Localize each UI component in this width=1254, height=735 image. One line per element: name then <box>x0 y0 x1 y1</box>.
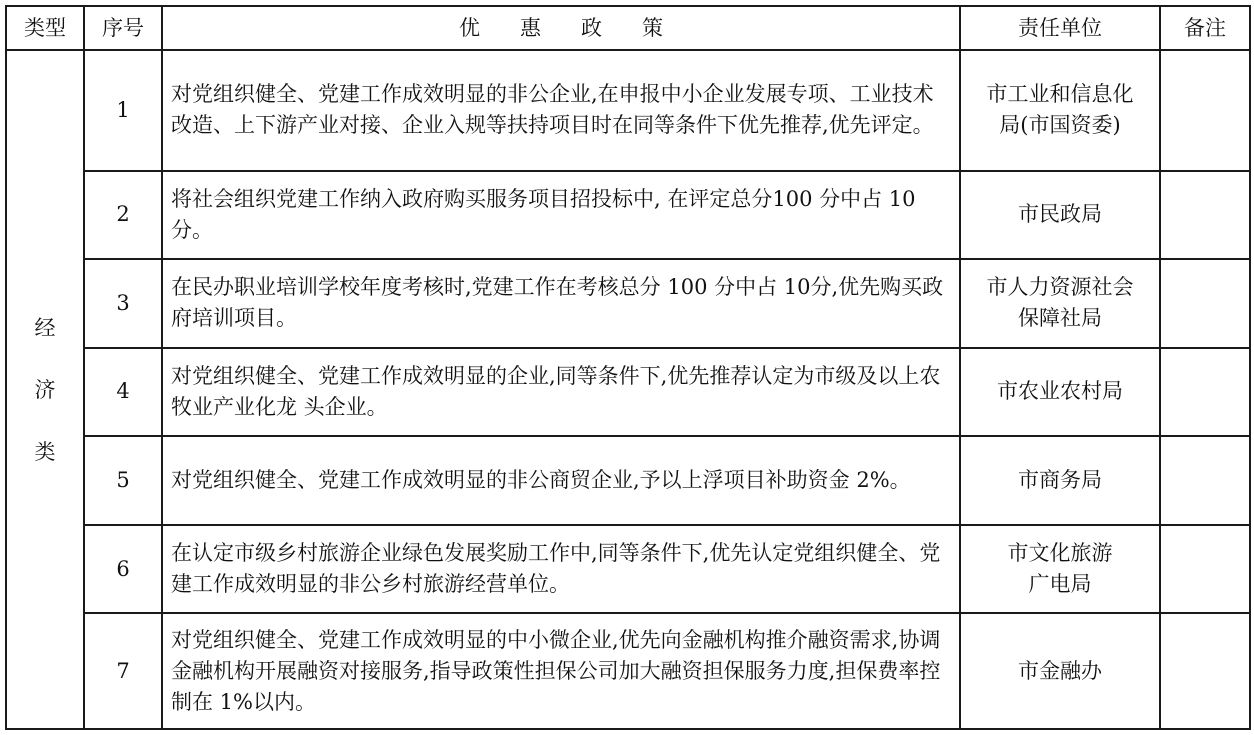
row-number: 5 <box>84 436 162 525</box>
remark-cell <box>1160 259 1250 348</box>
remark-cell <box>1160 50 1250 171</box>
row-number: 2 <box>84 171 162 260</box>
policy-text: 对党组织健全、党建工作成效明显的中小微企业,优先向金融机构推介融资需求,协调金融机构开展融资对接服务,指导政策性担保公司加大融资担保服务力度,担保费率控制在 1%以内。 <box>162 613 960 729</box>
row-number: 6 <box>84 525 162 614</box>
category-char: 济 <box>34 377 56 402</box>
department-line: 市农业农村局 <box>997 379 1123 404</box>
department-line: 市商务局 <box>1018 468 1102 492</box>
department-cell <box>960 436 1160 525</box>
department-line: 市人力资源社会 <box>986 275 1134 300</box>
header-category: 类型 <box>6 6 84 50</box>
department-cell <box>960 171 1160 260</box>
row-number: 3 <box>84 259 162 348</box>
policy-text: 对党组织健全、党建工作成效明显的非公商贸企业,予以上浮项目补助资金 2%。 <box>162 436 960 525</box>
category-char: 经 <box>34 315 56 340</box>
department-cell <box>960 259 1160 348</box>
row-number: 1 <box>84 50 162 171</box>
row-number: 4 <box>84 348 162 437</box>
department-line: 市民政局 <box>1018 202 1102 227</box>
table-row <box>6 259 1250 348</box>
remark-cell <box>1160 525 1250 614</box>
header-department: 责任单位 <box>960 6 1160 50</box>
header-remark: 备注 <box>1160 6 1250 50</box>
header-policy: 优惠政策 <box>162 6 960 50</box>
department-line: 保障社局 <box>1018 306 1102 331</box>
table-row <box>6 348 1250 437</box>
table-row <box>6 525 1250 614</box>
table-row <box>6 613 1250 729</box>
policy-text: 将社会组织党建工作纳入政府购买服务项目招投标中, 在评定总分100 分中占 10 分。 <box>162 171 960 260</box>
table-row <box>6 436 1250 525</box>
header-number: 序号 <box>84 6 162 50</box>
department-cell <box>960 613 1160 729</box>
department-line: 广电局 <box>1028 572 1092 597</box>
table-row <box>6 50 1250 171</box>
department-cell <box>960 50 1160 171</box>
category-char: 类 <box>34 439 56 464</box>
department-line: 市工业和信息化 <box>986 82 1134 107</box>
category-cell <box>6 50 84 729</box>
remark-cell <box>1160 348 1250 437</box>
policy-table <box>5 5 1251 730</box>
policy-text: 在民办职业培训学校年度考核时,党建工作在考核总分 100 分中占 10分,优先购买政府培训项目。 <box>162 259 960 348</box>
policy-text: 对党组织健全、党建工作成效明显的非公企业,在申报中小企业发展专项、工业技术改造、上下游产业对接、企业入规等扶持项目时在同等条件下优先推荐,优先评定。 <box>162 50 960 171</box>
department-cell <box>960 525 1160 614</box>
policy-text: 在认定市级乡村旅游企业绿色发展奖励工作中,同等条件下,优先认定党组织健全、党建工作成效明显的非公乡村旅游经营单位。 <box>162 525 960 614</box>
row-number: 7 <box>84 613 162 729</box>
policy-text: 对党组织健全、党建工作成效明显的企业,同等条件下,优先推荐认定为市级及以上农牧业产业化龙 头企业。 <box>162 348 960 437</box>
department-cell <box>960 348 1160 437</box>
department-line: 局(市国资委) <box>999 113 1121 138</box>
table-row <box>6 171 1250 260</box>
department-line: 市金融办 <box>1018 658 1102 683</box>
department-line: 市文化旅游 <box>1007 541 1113 566</box>
remark-cell <box>1160 171 1250 260</box>
header-row <box>6 6 1250 50</box>
remark-cell <box>1160 613 1250 729</box>
remark-cell <box>1160 436 1250 525</box>
